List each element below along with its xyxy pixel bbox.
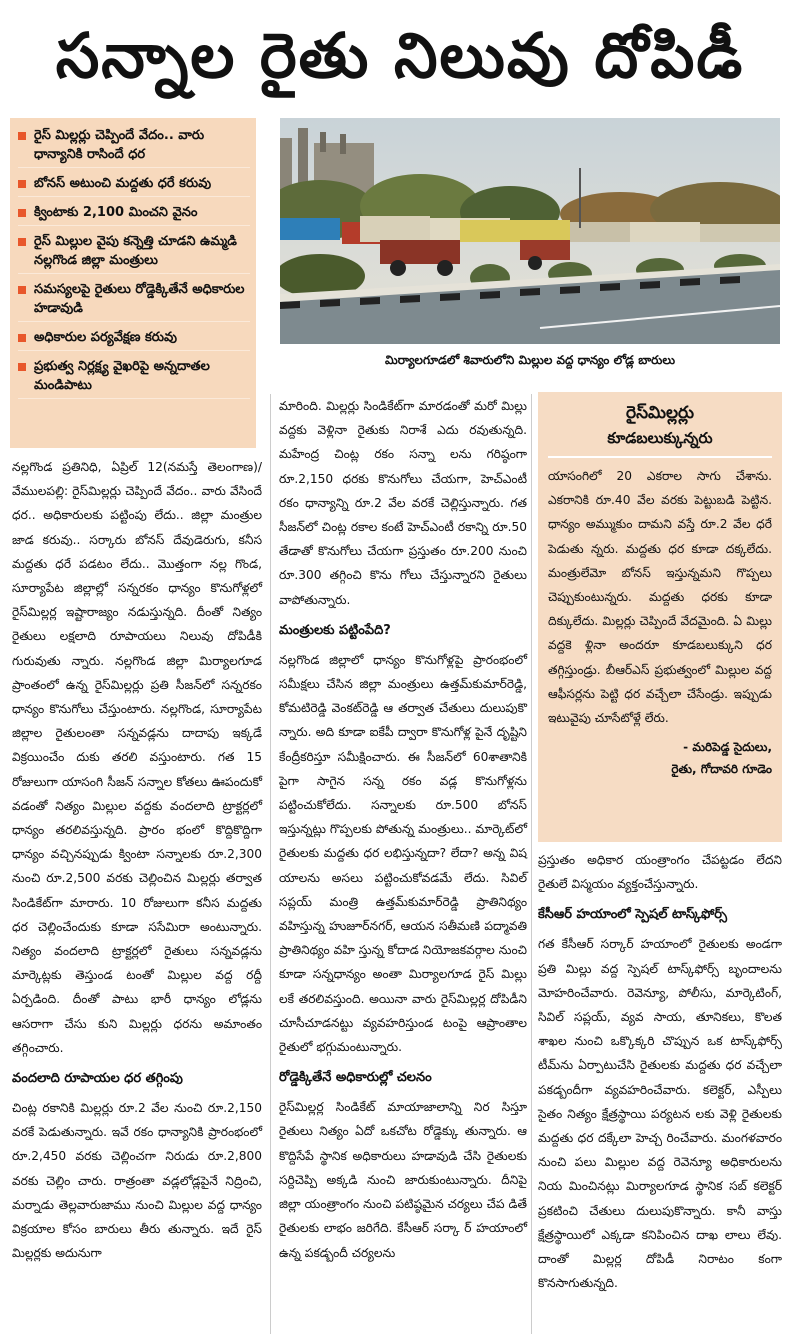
subheading: మంత్రులకు పట్టింపేది? bbox=[279, 622, 391, 638]
signature-place: రైతు, గోదావరి గూడెం bbox=[671, 762, 772, 777]
quote-text: యాసంగిలో 20 ఎకరాల సాగు చేశాను. ఎకరానికి రూ.40 వేల వరకు పెట్టుబడి పెట్టిన. ధాన్యం అమ్ముకుం దామని వస్తే రూ.2 వేల ధరే పెడుతు న్నరు. మద్దతు ధర కూడా దక్కలేదు. మంత్రులేమో బోనస్ ఇస్తున్నమని గొప్పలు చెప్పుకుంటున్నరు. మద్దతు ధరకు కూడా దిక్కులేదు. మిల్లర్లు చెప్పిందే వేదమైంది. ఏ మిల్లు వద్దకె ళ్లినా అందరూ కూడబలుక్కుని ధర తగ్గిస్తుండ్రు. బీఆర్ఎస్ ప్రభుత్వంలో మిల్లుల వద్ద ఆఫీసర్లను పెట్టి ధర వచ్చేలా చేసేండ్రు. ఇప్పుడు ఇటువైపు చూసేటోళ్లే లేరు. bbox=[548, 469, 772, 726]
square-bullet-icon bbox=[18, 363, 26, 371]
summary-list bbox=[18, 126, 250, 399]
article-paragraph: రైస్‌మిల్లర్ల సిండికేట్ మాయాజాలాన్ని నిర సిస్తూ రైతులు నిత్యం ఏదో ఒకచోట రోడ్డెక్కు తున్నారు. ఆ కొద్దిసేపే స్థానిక అధికారులు హడావుడి చేసి రైతులకు సర్దిచెప్పి అక్కడి నుంచి జారుకుంటున్నారు. దీనిపై జిల్లా యంత్రాంగం నుంచి పటిష్ఠమైన చర్యలు చేప డితే రైతులకు లాభం జరిగేది. కేసీఆర్ సర్కా ర్ హయాంలో ఉన్న పకడ్బందీ చర్యలను bbox=[279, 1100, 527, 1260]
column-divider bbox=[270, 394, 271, 1334]
column-divider bbox=[531, 394, 532, 1334]
article-paragraph: గత కేసీఆర్ సర్కార్ హయాంలో రైతులకు అండగా ప్రతి మిల్లు వద్ద స్పెషల్ టాస్క్‌ఫోర్స్ బృందాలను మోహరించేవారు. రెవెన్యూ, పోలీసు, మార్కెటింగ్, సివిల్ సప్లయ్, వ్యవ సాయ, తూనికలు, కొలత శాఖల నుంచి ఒక్కొక్కరి చొప్పున ఒక టాస్క్‌ఫోర్స్ టీమ్‌ను ఏర్పాటుచేసి రైతులకు మద్దతు ధర వచ్చేలా పకడ్బందీగా వ్యవహరించేవారు. కలెక్టర్, ఎస్పీలు సైతం నిత్యం క్షేత్రస్థాయి పర్యటన లకు వెళ్లి రైతులకు మద్దతు ధర దక్కేలా హెచ్చ రించేవారు. మంగళవారం నుంచి పలు మిల్లుల వద్ద రెవెన్యూ అధికారులను నియ మించినట్లు మిర్యాలగూడ స్థానిక సబ్ కలెక్టర్ ప్రకటించి చేతులు దులుపుకొన్నారు. కానీ వాస్తు క్షేత్రస్థాయిలో ఎక్కడా కనిపించిన దాఖ లాలు లేవు. దాంతో మిల్లర్ల దోపిడీ నిరాటం కంగా కొనసాగుతున్నది. bbox=[538, 937, 782, 1291]
article-paragraph: ప్రస్తుతం అధికార యంత్రాంగం చేపట్టడం లేదని రైతులే విస్మయం వ్యక్తంచేస్తున్నారు. bbox=[538, 853, 782, 892]
article-paragraph: నల్లగొండ జిల్లాలో ధాన్యం కొనుగోళ్లపై ప్రారంభంలో సమీక్షలు చేసిన జిల్లా మంత్రులు ఉత్తమ్‌కుమార్‌రెడ్డి, కోమటిరెడ్డి వెంకట్‌రెడ్డి ఆ తర్వాత చేతులు దులుపుకొ న్నారు. అది కూడా ఐకేపీ ద్వారా కొనుగోళ్ల పైనే దృష్టిని కేంద్రీకరిస్తూ సమీక్షించారు. ఈ సీజన్‌లో 60శాతానికి పైగా సాగైన సన్న రకం వడ్ల కొనుగోళ్లను పట్టించుకోలేదు. సన్నాలకు రూ.500 బోనస్ ఇస్తున్నట్లు గొప్పలకు పోతున్న మంత్రులు.. మార్కెట్‌లో రైతులకు మద్దతు ధర లభిస్తున్నదా? లేదా? అన్న విష యాలను అసలు పట్టించుకోవడమే లేదు. సివిల్ సప్లయ్ మంత్రి ఉత్తమ్‌కుమార్‌రెడ్డి ప్రాతినిథ్యం వహిస్తున్న హుజూర్‌నగర్, ఆయన సతీమణి పద్మావతి ప్రాతినిథ్యం వహి స్తున్న కోదాడ నియోజకవర్గాల నుంచి కూడా సన్నధాన్యం అంతా మిర్యాలగూడ రైస్ మిల్లు లకే తరలివస్తుంది. అయినా వారు రైస్‌మిల్లర్ల దోపిడీని చూసీచూడనట్టు వ్యవహరిస్తుండ టంపై ఆప్రాంతాల రైతులో భగ్గుమంటున్నారు. bbox=[279, 652, 527, 1055]
quote-signature bbox=[548, 736, 772, 780]
summary-item: సమస్యలపై రైతులు రోడ్డెక్కితేనే అధికారుల హడావుడి bbox=[18, 280, 250, 322]
square-bullet-icon bbox=[18, 286, 26, 294]
summary-box bbox=[10, 118, 256, 448]
article-column-3 bbox=[538, 848, 782, 1295]
article-column-1 bbox=[12, 455, 262, 1266]
article-paragraph: చింట్ల రకానికి మిల్లర్లు రూ.2 వేల నుంచి రూ.2,150 వరకే పెడుతున్నారు. ఇవే రకం ధాన్యానికి ప్రారంభంలో రూ.2,450 వరకు చెల్లించగా నిరుడు రూ.2,800 వరకు చెల్లిం చారు. రాత్రంతా వడ్లలోడ్లపైనే నిద్రించి, మర్నాడు తెల్లవారుజాము నుంచి మిల్లుల వద్ద ధాన్యం విక్రయాల కోసం బారులు తీరు తున్నారు. ఇదే రైస్ మిల్లర్లకు అదునుగా bbox=[12, 1101, 262, 1261]
news-photo bbox=[280, 118, 780, 344]
square-bullet-icon bbox=[18, 209, 26, 217]
subheading: రోడ్డెక్కితేనే అధికారుల్లో చలనం bbox=[279, 1070, 432, 1086]
grain-trucks-photo bbox=[280, 118, 780, 344]
square-bullet-icon bbox=[18, 334, 26, 342]
summary-item: ప్రభుత్వ నిర్లక్ష్య వైఖరిపై అన్నదాతల మండిపాటు bbox=[18, 357, 250, 399]
headline bbox=[0, 0, 800, 112]
subheading: వందలాది రూపాయల ధర తగ్గింపు bbox=[12, 1071, 183, 1087]
signature-name: - మరిపెడ్డ సైదులు, bbox=[683, 740, 772, 755]
photo-caption: మిర్యాలగూడలో శివారులోని మిల్లుల వద్ద ధాన్యం లోడ్ల బారులు bbox=[385, 353, 675, 367]
summary-item: బోనస్ అటుంచి మద్దతు ధరే కరువు bbox=[18, 174, 250, 197]
article-paragraph: నల్లగొండ ప్రతినిధి, ఏప్రిల్ 12(నమస్తే తెలంగాణ)/వేములపల్లి: రైస్‌మిల్లర్లు చెప్పిందే వేదం.. వారు వేసిందే ధర.. అధికారులకు పట్టింపు లేదు.. జిల్లా మంత్రుల జాడ కరువు.. సర్కారు బోనస్ దేవుడెరుగు, కనీస మద్దతు ధరే పడటం లేదు.. మొత్తంగా నల్ల గొండ, సూర్యాపేట జిల్లాల్లో సన్నరకం ధాన్యం కొనుగోళ్లలో రైస్‌మిల్లర్ల ఇష్టారాజ్యం నడుస్తున్నది. దీంతో నిత్యం రైతులు లక్షలాది రూపాయలు నిలువు దోపిడీకి గురువుతు న్నారు. నల్లగొండ జిల్లా మిర్యాలగూడ ప్రాంతంలో ఉన్న రైస్‌మిల్లర్లు ప్రతి సీజన్‌లో సన్నరకం ధాన్యం కొనుగోలు చేస్తుంటారు. నల్లగొండ, సూర్యాపేట జిల్లాల రైతులంతా సన్నవడ్లను దాదాపు ఇక్కడే విక్రయించేం దుకు తరలి వస్తుంటారు. గత 15 రోజులుగా యాసంగి సీజన్ సన్నాల కోతలు ఊపందుకో వడంతో నిత్యం మిల్లుల వద్దకు వందలాది ట్రాక్టర్లలో ధాన్యం తరలివస్తున్నది. ప్రారం భంలో కొద్దికొద్దిగా ధాన్యం వచ్చినప్పుడు క్వింటా సన్నాలకు రూ.2,300 నుంచి రూ.2,500 వరకు చెల్లించిన మిల్లర్లు తర్వాత సిండికేట్‌గా మారారు. 10 రోజులుగా కనీస మద్దతు ధర చెల్లించేందుకు కూడా ససేమిరా అంటున్నారు. నిత్యం వందలాది ట్రాక్టర్లలో రైతులు సన్నవడ్లను మార్కెట్లకు తెస్తుండ టంతో మిల్లుల వద్ద రద్దీ ఏర్పడింది. దీంతో పాటు భారీ ధాన్యం లోడ్లను ఆసరాగా చేసు కుని మిల్లర్లు ధరను అమాంతం తగ్గించారు. bbox=[12, 460, 262, 1055]
quote-box-title: రైస్‌మిల్లర్లు bbox=[625, 403, 695, 423]
summary-item: రైస్ మిల్లుల వైపు కన్నెత్తి చూడని ఉమ్మడి నల్లగొండ జిల్లా మంత్రులు bbox=[18, 232, 250, 274]
summary-item: రైస్ మిల్లర్లు చెప్పిందే వేదం.. వారు ధాన్యానికి రాసిందే ధర bbox=[18, 126, 250, 168]
article-column-2 bbox=[279, 394, 527, 1265]
square-bullet-icon bbox=[18, 180, 26, 188]
summary-item: అధికారుల పర్యవేక్షణ కరువు bbox=[18, 328, 250, 351]
farmer-quote-box bbox=[538, 392, 782, 842]
quote-box-subtitle: కూడబలుక్కున్నరు bbox=[548, 426, 772, 458]
subheading: కేసీఆర్ హయాంలో స్పెషల్ టాస్క్‌ఫోర్స్ bbox=[538, 907, 728, 923]
square-bullet-icon bbox=[18, 238, 26, 246]
article-paragraph: మారింది. మిల్లర్లు సిండికేట్‌గా మారడంతో మరో మిల్లు వద్దకు వెళ్లినా రైతుకు నిరాశే ఎదు రవుతున్నది. మహేంద్ర చింట్ల రకం సన్నా లను గరిష్ఠంగా రూ.2,150 ధరకు కొనుగోలు చేయగా, హెచ్‌ఎంటీ రకం ధాన్యాన్ని రూ.2 వేల వరకే చెల్లిస్తున్నారు. గత సీజన్‌లో చింట్ల రకాల కంటే హెచ్‌ఎంటీ రకాన్ని రూ.50 తేడాతో కొనుగోలు చేయగా ప్రస్తుతం రూ.200 నుంచి రూ.300 తగ్గించి కొను గోలు చేస్తున్నారని రైతులు వాపోతున్నారు. bbox=[279, 399, 527, 607]
headline-text: సన్నాల రైతు నిలువు దోపిడీ bbox=[55, 19, 745, 92]
summary-item: క్వింటాకు 2,100 మించని వైనం bbox=[18, 203, 250, 226]
square-bullet-icon bbox=[18, 132, 26, 140]
